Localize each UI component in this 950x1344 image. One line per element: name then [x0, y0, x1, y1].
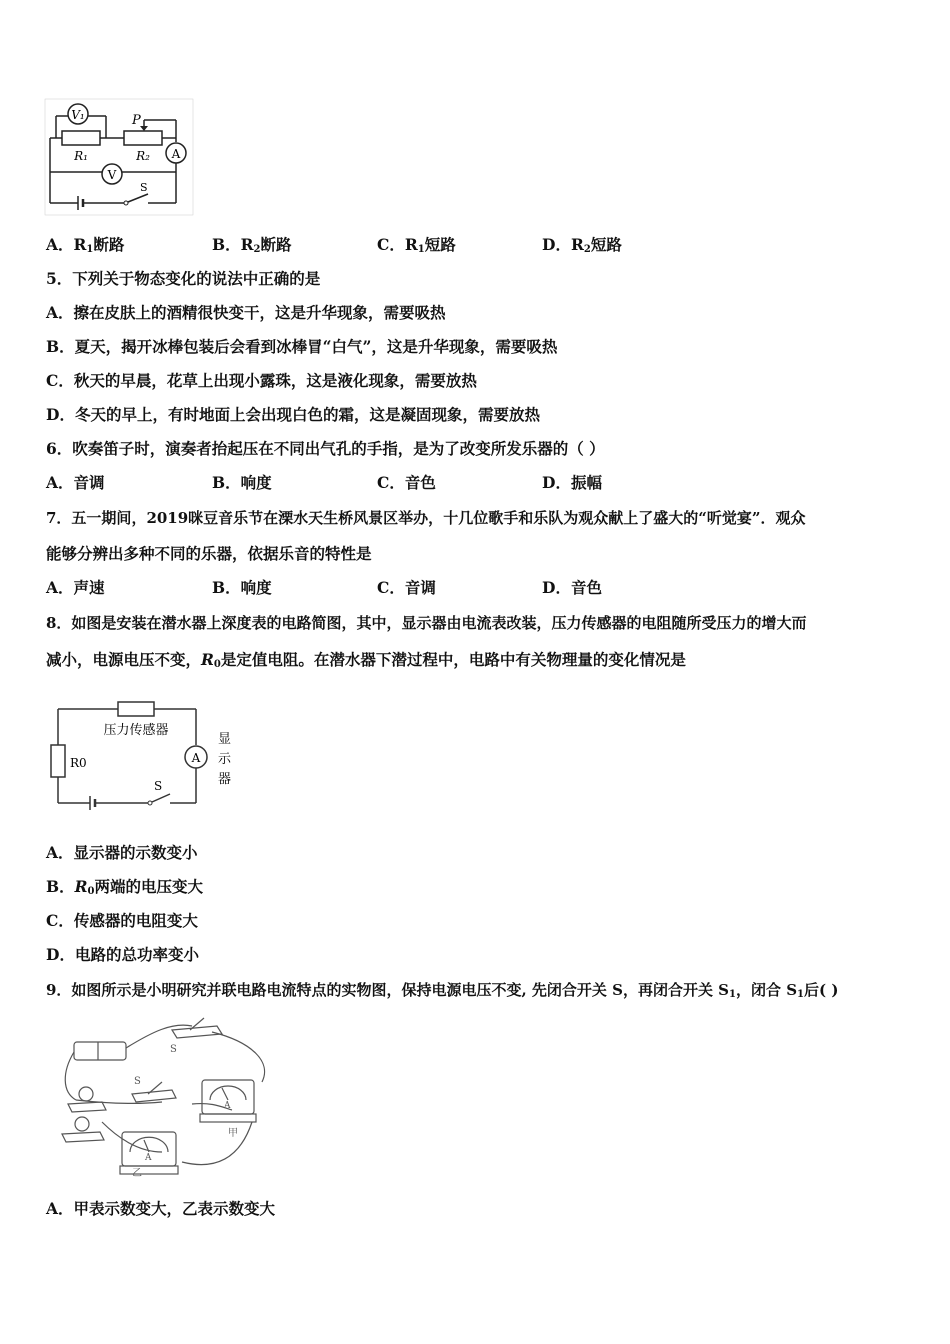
q7-stem-line2: 能够分辨出多种不同的乐器，依据乐音的特性是 [46, 544, 372, 563]
q6-option-c[interactable]: C．音色 [377, 473, 436, 492]
q7-stem-line1: 7．五一期间，2019咪豆音乐节在溧水天生桥风景区举办，十几位歌手和乐队为观众献上了盛大的“听觉宴”．观众 [46, 509, 806, 527]
q6-option-a[interactable]: A．音调 [46, 473, 105, 492]
fig1-p-label: P [132, 113, 141, 128]
q5-stem: 5．下列关于物态变化的说法中正确的是 [46, 269, 321, 288]
q8-fig-r0-label: R0 [70, 756, 87, 770]
q8-opt-b-post: 两端的电压变大 [94, 877, 203, 896]
option-r: R [404, 235, 418, 254]
q8-fig-s-label: S [154, 779, 163, 793]
option-text: 断路 [260, 235, 292, 254]
q8-fig-a-label: A [191, 751, 201, 765]
option-r: R [240, 235, 254, 254]
q7-option-a[interactable]: A．声速 [46, 578, 105, 597]
q8-stem2-post: 是定值电阻。在潜水器下潜过程中，电路中有关物理量的变化情况是 [220, 650, 686, 669]
q8-fig-display-char-1: 显 [218, 732, 232, 747]
q8-stem2-sub: 0 [213, 659, 221, 670]
q5-option-a[interactable]: A．擦在皮肤上的酒精很快变干，这是升华现象，需要吸热 [46, 303, 446, 322]
option-sub: 2 [253, 244, 261, 255]
q8-option-a[interactable]: A．显示器的示数变小 [46, 843, 198, 862]
q5-option-d[interactable]: D．冬天的早上，有时地面上会出现白色的霜，这是凝固现象，需要放热 [46, 405, 540, 424]
q7-option-d[interactable]: D．音色 [542, 578, 602, 597]
option-letter: B． [212, 235, 241, 254]
option-sub: 1 [417, 244, 425, 255]
q5-option-b[interactable]: B．夏天，揭开冰棒包装后会看到冰棒冒“白气”，这是升华现象，需要吸热 [46, 337, 558, 356]
q6-option-d[interactable]: D．振幅 [542, 473, 602, 492]
q7-option-c[interactable]: C．音调 [377, 578, 436, 597]
q8-stem2-pre: 减小，电源电压不变， [46, 650, 202, 669]
q9-stem [46, 980, 838, 1005]
fig1-r2-label: R₂ [136, 149, 150, 163]
circuit-figure-q8 [46, 697, 246, 815]
circuit-figure-q4 [44, 98, 194, 216]
q9-stem-sub2: 1 [797, 989, 804, 1000]
option-letter: D． [542, 235, 571, 254]
q9-stem-post: 后( ) [804, 981, 839, 999]
q4-option-d[interactable] [542, 235, 622, 260]
option-sub: 2 [583, 244, 591, 255]
q8-fig-sensor-label: 压力传感器 [103, 723, 169, 738]
q9-fig-s1-label: S [134, 1076, 141, 1087]
fig1-v1-label: V₁ [71, 108, 85, 122]
fig1-a-label: A [171, 147, 181, 161]
circuit-figure-q9 [52, 1012, 302, 1177]
q4-option-b[interactable] [212, 235, 291, 260]
q8-opt-b-r: R [74, 877, 88, 896]
q9-fig-s-label: S [170, 1044, 177, 1055]
q4-option-c[interactable] [377, 235, 456, 260]
option-letter: C． [377, 235, 405, 254]
option-sub: 1 [86, 244, 94, 255]
q6-stem: 6．吹奏笛子时，演奏者抬起压在不同出气孔的手指，是为了改变所发乐器的（ ） [46, 439, 605, 458]
option-r: R [73, 235, 87, 254]
option-text: 断路 [93, 235, 125, 254]
q9-option-a[interactable]: A．甲表示数变大，乙表示数变大 [46, 1199, 276, 1218]
q8-option-d[interactable]: D．电路的总功率变小 [46, 945, 199, 964]
option-text: 短路 [424, 235, 456, 254]
q9-stem-sub1: 1 [729, 989, 736, 1000]
q9-stem-mid: ，闭合 S [735, 981, 798, 999]
q9-stem-pre: 9．如图所示是小明研究并联电路电流特点的实物图，保持电源电压不变, 先闭合开关 S，再闭合开关 S [46, 981, 729, 999]
q8-option-b[interactable] [46, 877, 203, 902]
q9-fig-meter2-a: A [145, 1153, 152, 1163]
q8-option-c[interactable]: C．传感器的电阻变大 [46, 911, 198, 930]
option-r: R [570, 235, 584, 254]
q9-fig-meter1-a: A [224, 1101, 231, 1111]
fig1-r1-label: R₁ [74, 149, 88, 163]
fig1-v-label: V [107, 168, 117, 182]
q8-stem-line2 [46, 650, 686, 675]
q8-opt-b-sub: 0 [87, 886, 95, 897]
q8-fig-display-char-2: 示 [218, 752, 232, 767]
option-text: 短路 [590, 235, 622, 254]
fig1-s-label: S [140, 181, 148, 194]
q7-option-b[interactable]: B．响度 [212, 578, 272, 597]
q5-option-c[interactable]: C．秋天的早晨，花草上出现小露珠，这是液化现象，需要放热 [46, 371, 477, 390]
q8-stem2-r: R [201, 650, 214, 669]
q8-stem-line1: 8．如图是安装在潜水器上深度表的电路简图，其中，显示器由电流表改装，压力传感器的电阻随所受压力的增大而 [46, 614, 807, 632]
q4-option-a[interactable] [46, 235, 124, 260]
q8-fig-display-char-3: 器 [218, 772, 232, 787]
q9-fig-jia-label: 甲 [228, 1128, 238, 1139]
option-letter: A． [46, 235, 74, 254]
q9-fig-yi-label: 乙 [132, 1168, 142, 1177]
q8-opt-b-pre: B． [46, 877, 75, 896]
q6-option-b[interactable]: B．响度 [212, 473, 272, 492]
